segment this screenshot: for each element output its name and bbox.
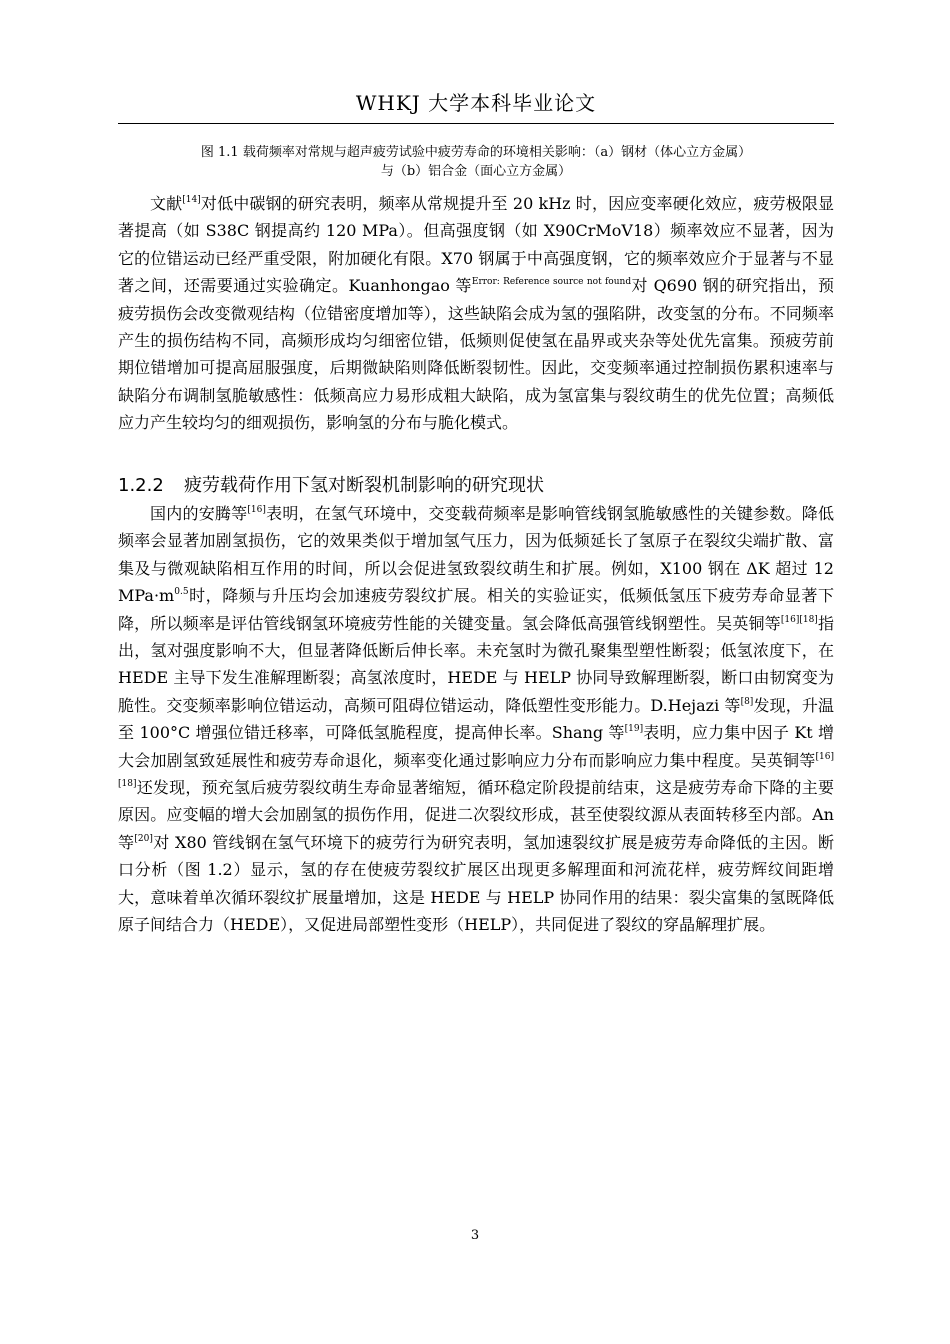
section-heading (118, 474, 544, 498)
citation: [19] (624, 724, 644, 735)
text-run: 时，降频与升压均会加速疲劳裂纹扩展。相关的实验证实，低频低氢压下疲劳寿命显著下降，所以频率是评估管线钢氢环境疲劳性能的关键变量。氢会降低高强管线钢塑性。吴英铜等 (118, 586, 834, 633)
section-title: 疲劳载荷作用下氢对断裂机制影响的研究现状 (184, 475, 544, 496)
exponent: 0.5 (174, 587, 189, 598)
header-rule (118, 123, 834, 124)
text-run: 表明，应力集中因子 Kt 增大会加剧氢致延展性和疲劳寿命退化，频率变化通过影响应力分布而影响应力集中程度。吴英铜等 (118, 723, 834, 770)
citation: [16] (247, 505, 266, 515)
page-number: 3 (470, 1228, 480, 1243)
citation: [16][18] (780, 614, 818, 625)
citation: [14] (182, 195, 201, 205)
broken-citation: Error: Reference source not found (471, 277, 632, 288)
citation: [20] (134, 833, 153, 844)
body-paragraph-2 (118, 500, 834, 939)
figure-caption-line-2: 与（b）铝合金（面心立方金属） (380, 164, 572, 179)
body-paragraph-1 (118, 190, 834, 437)
text-run: 文献 (150, 194, 183, 213)
section-number: 1.2.2 (118, 475, 164, 496)
text-run: 指出，氢对强度影响不大，但显著降低断后伸长率。未充氢时为微孔聚集型塑性断裂；低氢浓度下，在 HEDE 主导下发生准解理断裂；高氢浓度时，HEDE 与 HELP 协同导致解理断裂，断口由韧窝变为脆性。交变频率影响位错运动，高频可阻碍位错运动，降低塑性变形能力。D.Hejazi 等 (118, 613, 834, 715)
citation: [16][18] (118, 751, 834, 790)
figure-caption (118, 143, 834, 181)
page-header: WHKJ 大学本科毕业论文 (355, 91, 597, 115)
text-run: 对 X80 管线钢在氢气环境下的疲劳行为研究表明，氢加速裂纹扩展是疲劳寿命降低的主因。断口分析（图 1.2）显示，氢的存在使疲劳裂纹扩展区出现更多解理面和河流花样，疲劳辉纹间距增大，意味着单次循环裂纹扩展量增加，这是 HEDE 与 HELP 协同作用的结果：裂尖富集的氢既降低原子间结合力（HEDE），又促进局部塑性变形（HELP），共同促进了裂纹的穿晶解理扩展。 (118, 832, 834, 935)
text-run: 发现，升温至 100°C 增强位错迁移率，可降低氢脆程度，提高伸长率。Shang 等 (118, 695, 834, 743)
text-run: 对低中碳钢的研究表明，频率从常规提升至 20 kHz 时，因应变率硬化效应，疲劳极限显著提高（如 S38C 钢提高约 120 MPa）。但高强度钢（如 X90CrMoV18）频率效应不显著，因为它的位错运动已经严重受限，附加硬化有限。X70 钢属于中高强度钢，它的频率效应介于显著与不显著之间，还需要通过实验确定。Kuanhongao 等 (118, 194, 834, 296)
figure-caption-line-1: 图 1.1 载荷频率对常规与超声疲劳试验中疲劳寿命的环境相关影响：（a）钢材（体心立方金属） (200, 145, 752, 160)
citation: [8] (740, 696, 754, 707)
text-run: 还发现，预充氢后疲劳裂纹萌生寿命显著缩短，循环稳定阶段提前结束，这是疲劳寿命下降的主要原因。应变幅的增大会加剧氢的损伤作用，促进二次裂纹形成，甚至使裂纹源从表面转移至内部。An 等 (118, 778, 834, 852)
text-run: 表明，在氢气环境中，交变载荷频率是影响管线钢氢脆敏感性的关键参数。降低频率会显著加剧氢损伤，它的效果类似于增加氢气压力，因为低频延长了氢原子在裂纹尖端扩散、富集及与微观缺陷相互作用的时间，所以会促进氢致裂纹萌生和扩展。例如，X100 钢在 ΔK 超过 12 MPa·m (118, 504, 834, 606)
text-run: 对 Q690 钢的研究指出，预疲劳损伤会改变微观结构（位错密度增加等），这些缺陷会成为氢的强陷阱，改变氢的分布。不同频率产生的损伤结构不同，高频形成均匀细密位错，低频则促使氢在晶界或夹杂等处优先富集。预疲劳前期位错增加可提高屈服强度，后期微缺陷则降低断裂韧性。因此，交变频率通过控制损伤累积速率与缺陷分布调制氢脆敏感性：低频高应力易形成粗大缺陷，成为氢富集与裂纹萌生的优先位置；高频低应力产生较均匀的细观损伤，影响氢的分布与脆化模式。 (118, 276, 834, 433)
text-run: 国内的安腾等 (150, 504, 248, 523)
